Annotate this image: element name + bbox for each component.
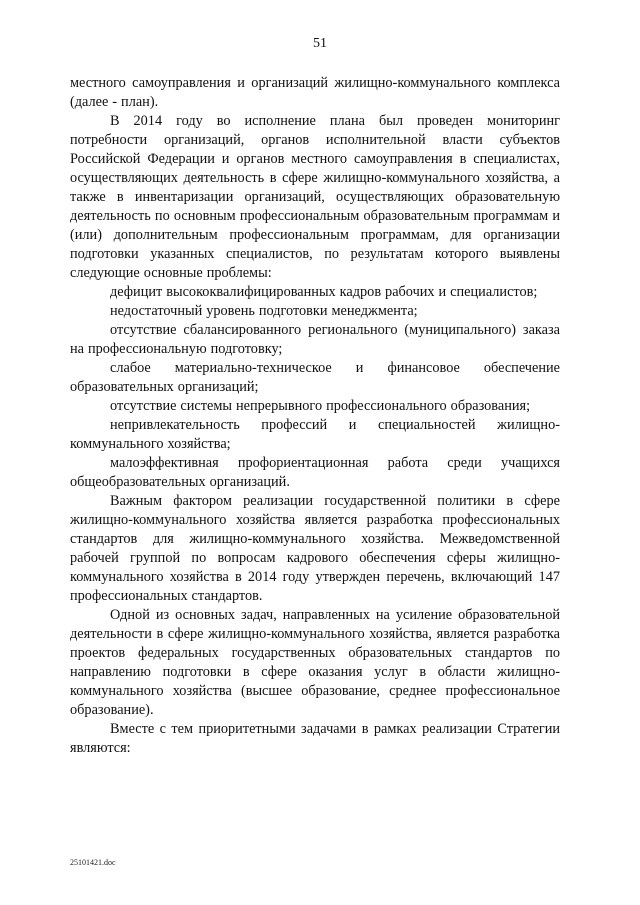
paragraph-monitoring: В 2014 году во исполнение плана был проведен мониторинг потребности организаций, органов исполнительной власти субъектов Российской Федерации и органов местного самоуправления в специалистах, осуществляющих деятельность в сфере жилищно-коммунального хозяйства, а также в инвентаризации организаций, осуществляющих образовательную деятельность по основным профессиональным образовательным программам и (или) дополнительным профессиональным программам, для организации подготовки указанных специалистов, по результатам которого выявлены следующие основные проблемы: <box>70 113 560 281</box>
paragraph-priority-tasks: Вместе с тем приоритетными задачами в рамках реализации Стратегии являются: <box>70 721 560 756</box>
problem-item-staff-deficit: дефицит высококвалифицированных кадров рабочих и специалистов; <box>110 284 538 300</box>
paragraph-educational-standards: Одной из основных задач, направленных на усиление образовательной деятельности в сфере жилищно-коммунального хозяйства, является разработка проектов федеральных государственных образовательных стандартов по направлению подготовки в сфере оказания услуг в области жилищно-коммунального хозяйства (высшее образование, среднее профессиональное образование). <box>70 607 560 718</box>
document-filename-footer: 25101421.doc <box>70 858 116 867</box>
paragraph-continuation: местного самоуправления и организаций жилищно-коммунального комплекса (далее - план). <box>70 75 560 110</box>
paragraph-professional-standards: Важным фактором реализации государственной политики в сфере жилищно-коммунального хозяйства является разработка профессиональных стандартов для жилищно-коммунального хозяйства. Межведомственной рабочей группой по вопросам кадрового обеспечения сферы жилищно-коммунального хозяйства в 2014 году утвержден перечень, включающий 147 профессиональных стандартов. <box>70 493 560 604</box>
problem-item-unattractive-professions: непривлекательность профессий и специальностей жилищно-коммунального хозяйства; <box>70 417 560 452</box>
problem-item-career-guidance: малоэффективная профориентационная работа среди учащихся общеобразовательных организаций. <box>70 455 560 490</box>
problem-item-weak-support: слабое материально-техническое и финансовое обеспечение образовательных организаций; <box>70 360 560 395</box>
problem-item-unbalanced-order: отсутствие сбалансированного регионального (муниципального) заказа на профессиональную подготовку; <box>70 322 560 357</box>
problem-item-management-training: недостаточный уровень подготовки менеджмента; <box>110 303 418 319</box>
problem-item-no-continuous-education: отсутствие системы непрерывного профессионального образования; <box>110 398 531 414</box>
document-body <box>70 74 560 758</box>
page-number: 51 <box>313 36 327 51</box>
